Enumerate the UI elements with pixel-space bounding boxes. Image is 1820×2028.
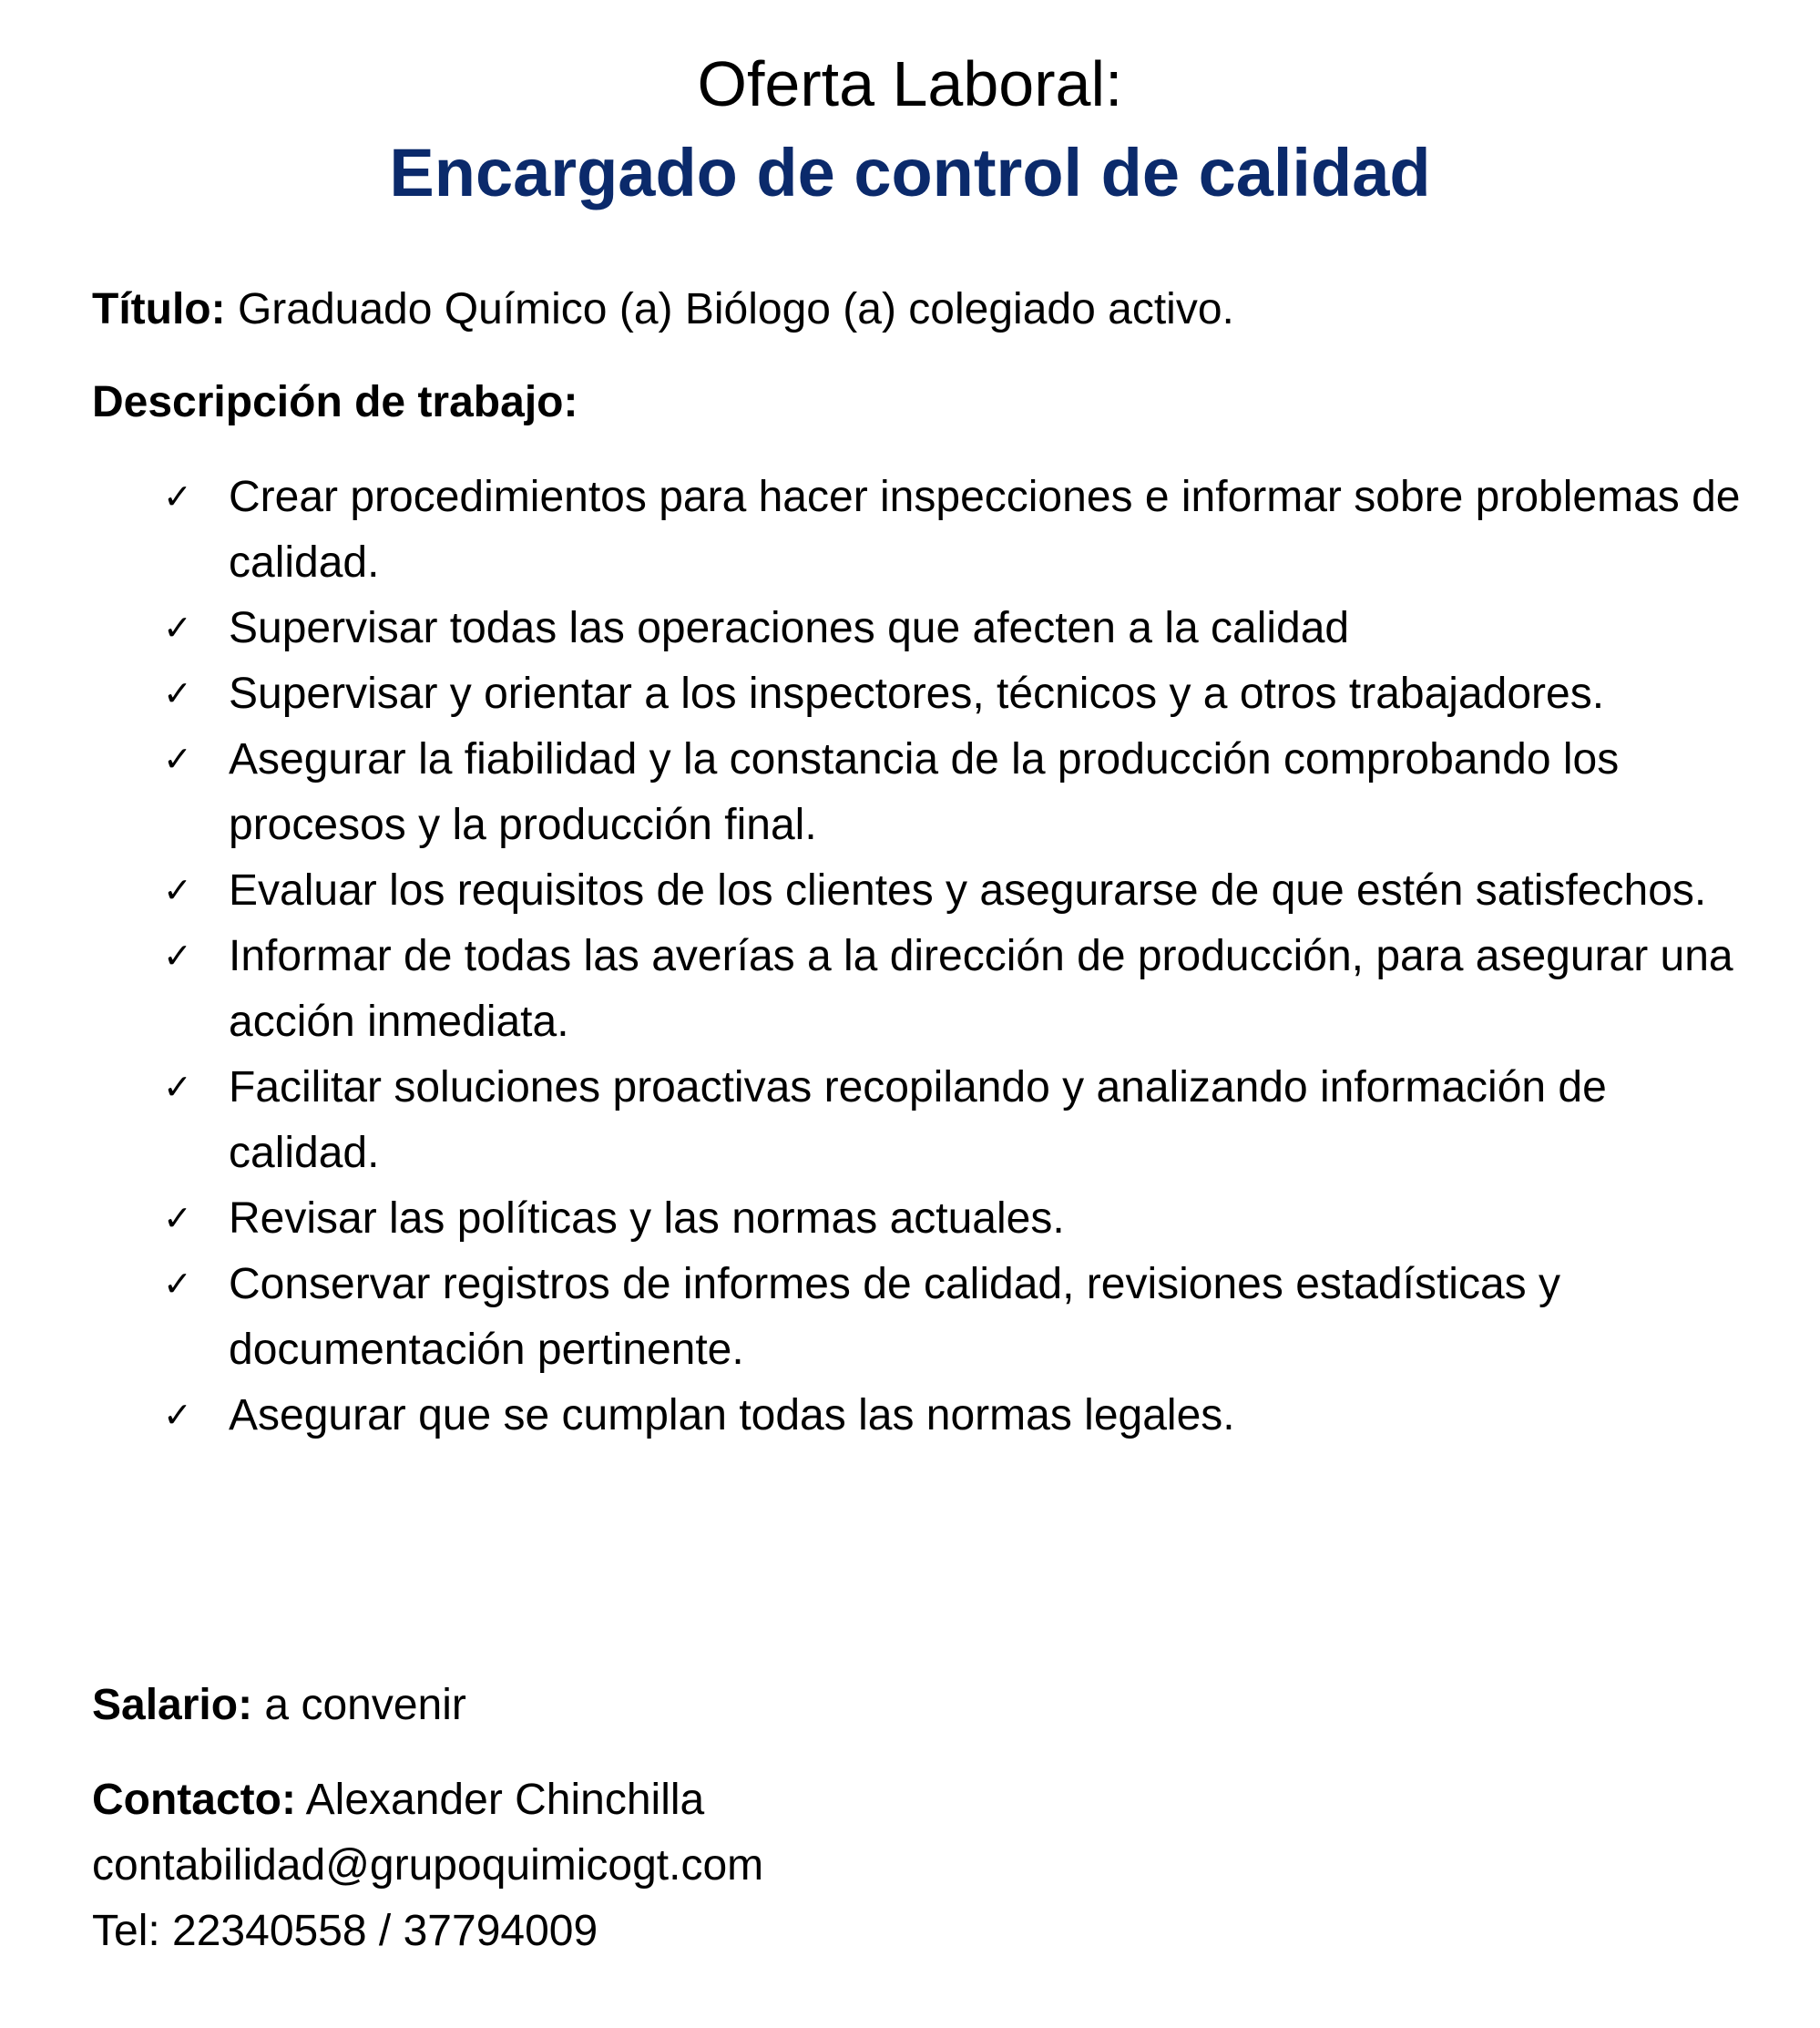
- checkmark-icon: ✓: [163, 478, 192, 517]
- duty-item: [92, 1186, 1741, 1252]
- duty-text: Crear procedimientos para hacer inspecciones e informar sobre problemas de calidad.: [229, 473, 1741, 587]
- duty-text: Facilitar soluciones proactivas recopilando y analizando información de calidad.: [229, 1063, 1607, 1177]
- checkmark-icon: ✓: [163, 609, 192, 648]
- checkmark-icon: ✓: [163, 1397, 192, 1435]
- duty-item: [92, 465, 1741, 596]
- checkmark-icon: ✓: [163, 872, 192, 910]
- duty-text: Revisar las políticas y las normas actuales.: [229, 1194, 1065, 1243]
- duty-item: [92, 1383, 1741, 1449]
- duty-text: Asegurar que se cumplan todas las normas legales.: [229, 1391, 1235, 1439]
- contact-email[interactable]: contabilidad@grupoquimicogt.com: [92, 1841, 764, 1890]
- contact-phone: Tel: 22340558 / 37794009: [92, 1907, 598, 1955]
- titulo-value: Graduado Químico (a) Biólogo (a) colegiado activo.: [237, 285, 1234, 333]
- checkmark-icon: ✓: [163, 937, 192, 976]
- descripcion-label: Descripción de trabajo:: [92, 378, 578, 426]
- salario-field: [92, 1676, 466, 1735]
- pre-title: Oferta Laboral:: [697, 48, 1123, 119]
- duty-item: [92, 858, 1741, 924]
- duty-item: [92, 661, 1741, 727]
- checkmark-icon: ✓: [163, 675, 192, 713]
- checkmark-icon: ✓: [163, 1265, 192, 1304]
- checkmark-icon: ✓: [163, 1200, 192, 1238]
- duty-item: [92, 596, 1741, 661]
- duty-text: Supervisar todas las operaciones que afecten a la calidad: [229, 604, 1350, 652]
- header: [0, 0, 1820, 219]
- duty-item: [92, 1252, 1741, 1383]
- duty-text: Conservar registros de informes de calidad, revisiones estadísticas y documentación pertinente.: [229, 1260, 1560, 1374]
- titulo-label: Título:: [92, 285, 226, 333]
- duty-text: Evaluar los requisitos de los clientes y asegurarse de que estén satisfechos.: [229, 866, 1707, 915]
- checkmark-icon: ✓: [163, 1069, 192, 1107]
- duty-item: [92, 924, 1741, 1055]
- duty-text: Supervisar y orientar a los inspectores, técnicos y a otros trabajadores.: [229, 670, 1605, 718]
- titulo-field: [92, 281, 1234, 339]
- duty-text: Asegurar la fiabilidad y la constancia de la producción comprobando los procesos y la producción final.: [229, 735, 1620, 849]
- duty-item: [92, 1055, 1741, 1186]
- contact-block: [92, 1767, 763, 1964]
- duty-item: [92, 727, 1741, 858]
- contacto-label: Contacto:: [92, 1776, 296, 1824]
- job-title: Encargado de control de calidad: [389, 135, 1431, 210]
- salario-label: Salario:: [92, 1681, 253, 1729]
- salario-value: a convenir: [264, 1681, 466, 1729]
- duty-text: Informar de todas las averías a la dirección de producción, para asegurar una acción inmediata.: [229, 932, 1733, 1046]
- contact-name-line: [92, 1767, 763, 1833]
- checkmark-icon: ✓: [163, 741, 192, 779]
- duties-list: [92, 465, 1741, 1449]
- contact-name: Alexander Chinchilla: [305, 1776, 705, 1824]
